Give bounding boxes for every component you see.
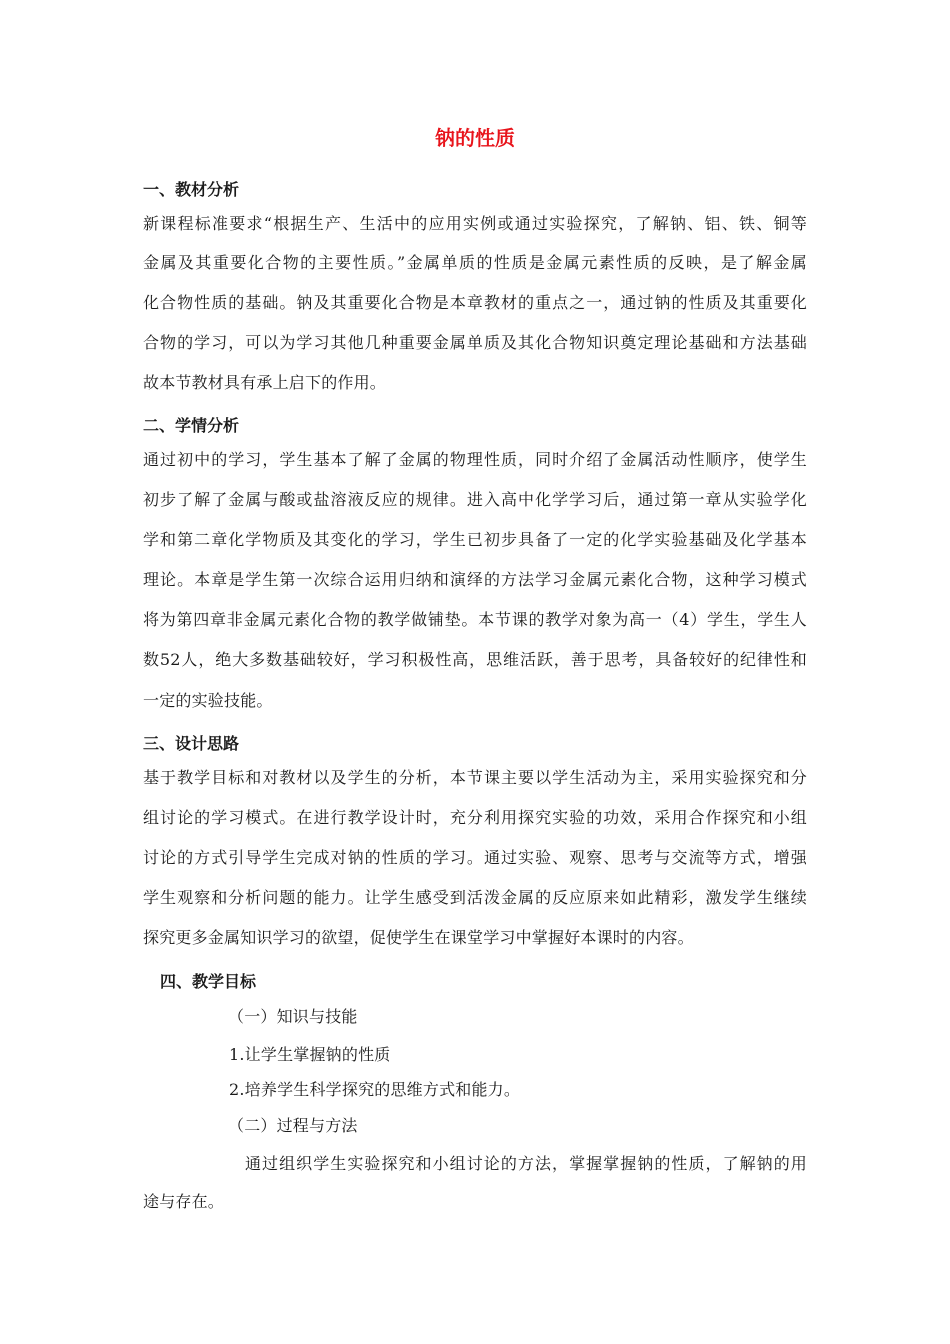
- subheading-process: （二）过程与方法: [228, 1116, 358, 1135]
- list-item: 2.培养学生科学探究的思维方式和能力。: [229, 1080, 521, 1099]
- section-heading-3: 三、设计思路: [143, 734, 240, 753]
- list-item: 1.让学生掌握钠的性质: [229, 1045, 391, 1064]
- paragraph-line: 组讨论的学习模式。在进行教学设计时，充分利用探究实验的功效，采用合作探究和小组: [143, 808, 807, 827]
- paragraph-line: 途与存在。: [143, 1192, 225, 1211]
- paragraph-line: 探究更多金属知识学习的欲望，促使学生在课堂学习中掌握好本课时的内容。: [143, 928, 694, 947]
- paragraph-line: 金属及其重要化合物的主要性质。”金属单质的性质是金属元素性质的反映，是了解金属: [143, 253, 807, 272]
- document-title: 钠的性质: [435, 126, 515, 150]
- section-heading-1: 一、教材分析: [143, 180, 240, 199]
- paragraph-line: 学生观察和分析问题的能力。让学生感受到活泼金属的反应原来如此精彩，激发学生继续: [143, 888, 807, 907]
- paragraph-line: 数52人，绝大多数基础较好，学习积极性高，思维活跃，善于思考，具备较好的纪律性和: [143, 650, 807, 669]
- paragraph-line: 讨论的方式引导学生完成对钠的性质的学习。通过实验、观察、思考与交流等方式，增强: [143, 848, 807, 867]
- paragraph-line: 初步了解了金属与酸或盐溶液反应的规律。进入高中化学学习后，通过第一章从实验学化: [143, 490, 807, 509]
- paragraph-line: 一定的实验技能。: [143, 691, 273, 710]
- section-heading-4: 四、教学目标: [160, 972, 257, 991]
- paragraph-line: 新课程标准要求“根据生产、生活中的应用实例或通过实验探究，了解钠、铝、铁、铜等: [143, 214, 807, 233]
- paragraph-line: 基于教学目标和对教材以及学生的分析，本节课主要以学生活动为主，采用实验探究和分: [143, 768, 807, 787]
- paragraph-line: 通过初中的学习，学生基本了解了金属的物理性质，同时介绍了金属活动性顺序，使学生: [143, 450, 807, 469]
- section-heading-2: 二、学情分析: [143, 416, 240, 435]
- paragraph-line: 将为第四章非金属元素化合物的教学做铺垫。本节课的教学对象为高一（4）学生，学生人: [143, 610, 807, 629]
- paragraph-line: 合物的学习，可以为学习其他几种重要金属单质及其化合物知识奠定理论基础和方法基础: [143, 333, 807, 352]
- paragraph-line: 理论。本章是学生第一次综合运用归纳和演绎的方法学习金属元素化合物，这种学习模式: [143, 570, 807, 589]
- paragraph-line: 化合物性质的基础。钠及其重要化合物是本章教材的重点之一，通过钠的性质及其重要化: [143, 293, 807, 312]
- paragraph-line: 故本节教材具有承上启下的作用。: [143, 373, 387, 392]
- subheading-knowledge: （一）知识与技能: [228, 1007, 358, 1026]
- paragraph-line: 学和第二章化学物质及其变化的学习，学生已初步具备了一定的化学实验基础及化学基本: [143, 530, 807, 549]
- paragraph-line: 通过组织学生实验探究和小组讨论的方法，掌握掌握钠的性质，了解钠的用: [245, 1154, 807, 1173]
